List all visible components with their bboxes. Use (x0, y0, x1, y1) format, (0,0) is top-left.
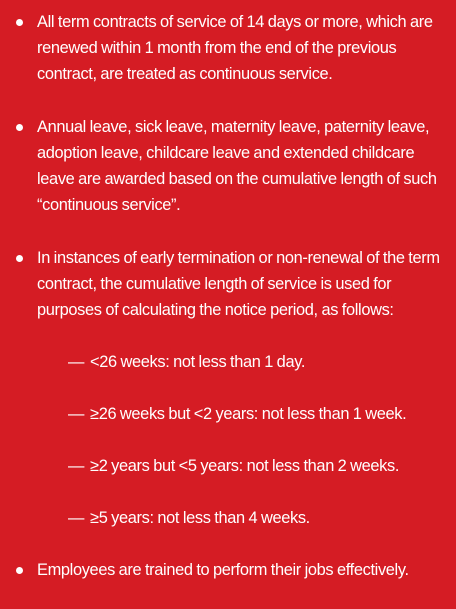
sub-item-text: ≥26 weeks but <2 years: not less than 1 week. (90, 405, 407, 423)
bullet-text: All term contracts of service of 14 days or more, which are renewed within 1 month from the end of the previous contract, are treated as continuous service. (37, 13, 433, 83)
sub-item-text: ≥5 years: not less than 4 weeks. (90, 509, 310, 527)
notice-sub-item (0, 349, 456, 375)
notice-sub-item (0, 453, 456, 479)
bullet-item-training (0, 557, 456, 583)
em-dash-icon: — (68, 405, 85, 423)
em-dash-icon: — (68, 353, 85, 371)
bullet-dot-icon (16, 19, 23, 26)
bullet-text: Annual leave, sick leave, maternity leave, paternity leave, adoption leave, childcare leave and extended childcare leave are awarded based on the cumulative length of such “continuous service”. (37, 118, 437, 214)
bullet-item-leave-entitlements (0, 114, 456, 218)
em-dash-icon: — (68, 509, 85, 527)
notice-sub-item (0, 505, 456, 531)
bullet-text: Employees are trained to perform their jobs effectively. (37, 561, 409, 579)
bullet-item-notice-period (0, 245, 456, 323)
em-dash-icon: — (68, 457, 85, 475)
sub-item-text: ≥2 years but <5 years: not less than 2 weeks. (90, 457, 400, 475)
bullet-item-continuous-service (0, 9, 456, 87)
bullet-dot-icon (16, 255, 23, 262)
bullet-text: In instances of early termination or non-renewal of the term contract, the cumulative length of service is used for purposes of calculating the notice period, as follows: (37, 249, 440, 319)
bullet-dot-icon (16, 567, 23, 574)
sub-item-text: <26 weeks: not less than 1 day. (90, 353, 306, 371)
notice-sub-item (0, 401, 456, 427)
bullet-dot-icon (16, 124, 23, 131)
